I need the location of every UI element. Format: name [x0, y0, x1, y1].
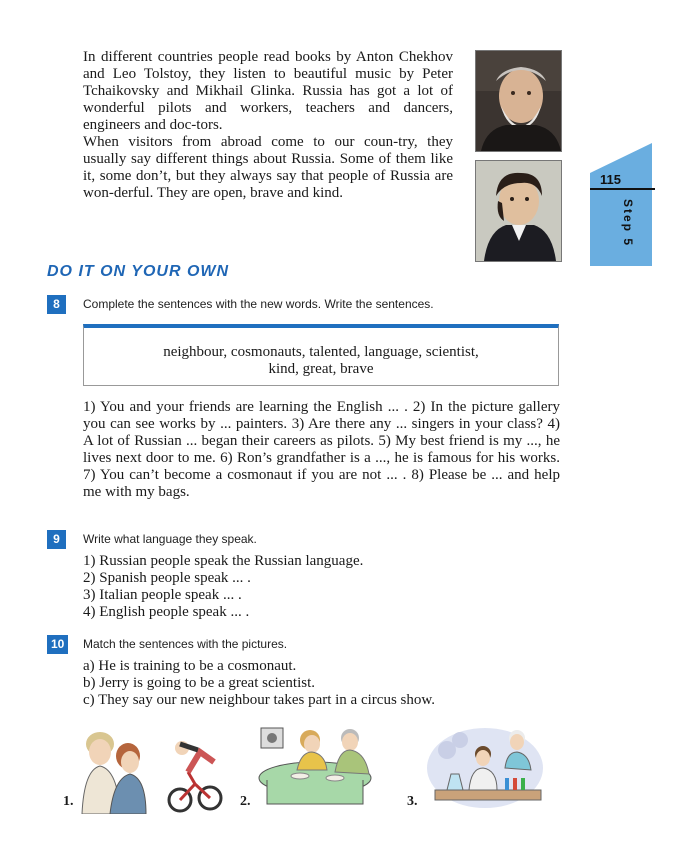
section-heading: DO IT ON YOUR OWN	[47, 263, 230, 280]
list-item: 2) Spanish people speak ... .	[83, 570, 251, 586]
exercise-10-instruction: Match the sentences with the pictures.	[83, 637, 288, 651]
intro-text	[83, 49, 453, 202]
list-item: b) Jerry is going to be a great scientist.	[83, 675, 316, 691]
list-item: 4) English people speak ... .	[83, 604, 250, 620]
word-box-line-1: neighbour, cosmonauts, talented, language, scientist,	[163, 344, 479, 360]
exercise-8-badge: 8	[47, 295, 66, 314]
exercise-10-badge: 10	[47, 635, 68, 654]
exercise-10-list	[83, 658, 435, 709]
list-item: 3) Italian people speak ... .	[83, 587, 242, 603]
picture-1-cyclist	[80, 722, 225, 814]
tchaikovsky-portrait	[475, 50, 562, 152]
picture-1-label: 1.	[63, 794, 74, 809]
list-item: c) They say our new neighbour takes part in a circus show.	[83, 692, 435, 708]
exercise-9-badge: 9	[47, 530, 66, 549]
exercise-9-list	[83, 553, 363, 621]
step-label: Step 5	[621, 199, 635, 248]
exercise-8-instruction: Complete the sentences with the new words. Write the sentences.	[83, 297, 434, 311]
word-box-line-2: kind, great, brave	[268, 361, 374, 377]
picture-2-table	[255, 718, 385, 810]
exercise-9-instruction: Write what language they speak.	[83, 532, 257, 546]
picture-3-label: 3.	[407, 794, 418, 809]
word-box	[83, 324, 559, 386]
intro-paragraph-1: In different countries people read books by Anton Chekhov and Leo Tolstoy, they listen to beautiful music by Peter Tchaikovsky and Mikhail Glinka. Russia has got a lot of wonderful pilots and workers, teachers and dancers, engineers and doc-tors.	[83, 49, 453, 133]
exercise-8-text: 1) You and your friends are learning the English ... . 2) In the picture gallery you can see works by ... painters. 3) Are there any ... singers in your class? 4) A lot of Russian ... began their careers as pilots. 5) My best friend is my ..., he lives next door to me. 6) Ron’s grandfather is a ..., he is famous for his works. 7) You can’t become a cosmonaut if you are not ... . 8) Please be ... and help me with my bags.	[83, 399, 560, 500]
glinka-portrait	[475, 160, 562, 262]
picture-2-label: 2.	[240, 794, 251, 809]
page-number: 115	[600, 172, 621, 187]
picture-3-lab	[425, 718, 550, 814]
intro-paragraph-2: When visitors from abroad come to our coun-try, they usually say different things about Russia. Some of them like it, some don’t, but they always say that people of Russia are won-derful. They are open, brave and kind.	[83, 134, 453, 201]
list-item: 1) Russian people speak the Russian language.	[83, 553, 364, 569]
list-item: a) He is training to be a cosmonaut.	[83, 658, 297, 674]
